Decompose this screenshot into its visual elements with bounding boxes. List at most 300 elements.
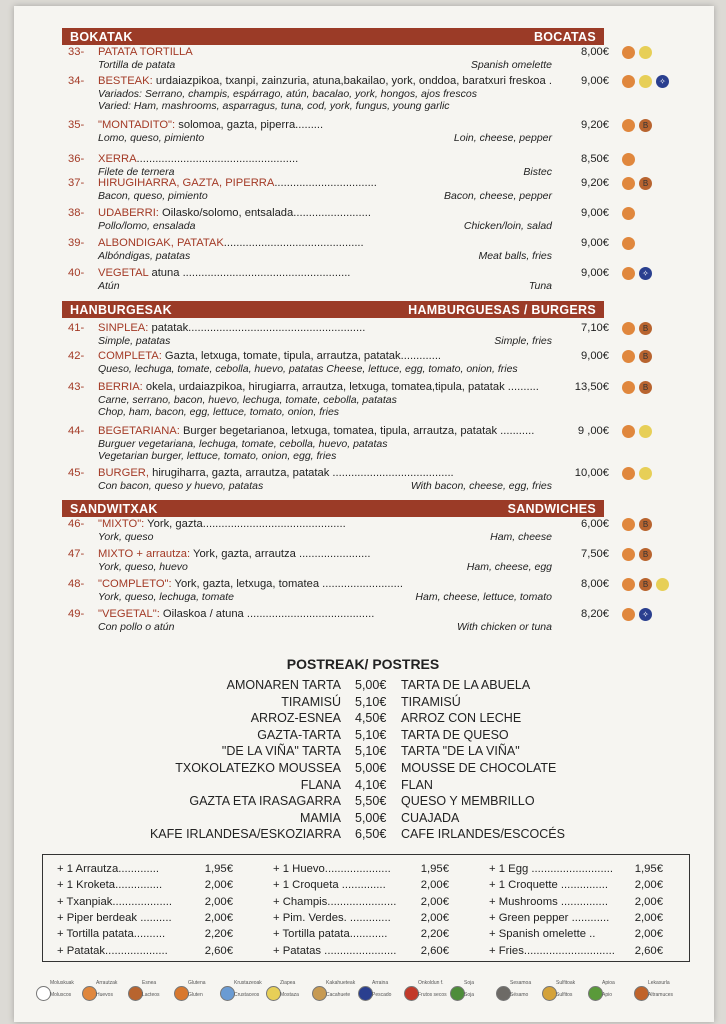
- item-number: 46-: [68, 518, 85, 530]
- legend-item: [128, 978, 176, 1004]
- item-translation: [68, 190, 688, 202]
- menu-item-line: [68, 118, 688, 132]
- postre-name-es: CUAJADA: [401, 810, 460, 825]
- legend-item: [174, 978, 222, 1004]
- egg-allergen-icon: [622, 425, 635, 438]
- legend-item: [312, 978, 360, 1004]
- item-english: With chicken or tuna: [456, 621, 552, 633]
- menu-item-line: [68, 466, 688, 480]
- extra-name: + Patatas .......................: [273, 944, 397, 957]
- menu-item-line: [68, 380, 688, 394]
- item-english: With bacon, cheese, egg, fries: [410, 480, 552, 492]
- extras-box: [42, 854, 690, 962]
- menu-item-line: [68, 266, 688, 280]
- item-translation-text: Con pollo o atún: [98, 621, 175, 633]
- item-name: BEGETARIANA:: [98, 425, 180, 437]
- item-english: Spanish omelette: [470, 59, 552, 71]
- mustard-allergen-icon: [656, 578, 669, 591]
- item-description: patatak.........................................................: [148, 322, 366, 334]
- item-translation-text: Con bacon, queso y huevo, patatas: [98, 480, 264, 492]
- item-description: Burger begetarianoa, letxuga, tomatea, tipula, arrautza, patatak ...........: [179, 425, 535, 437]
- item-price: 9,00€: [581, 350, 609, 362]
- postre-name-eu: "DE LA VIÑA" TARTA: [221, 744, 341, 759]
- postre-row: [0, 811, 726, 828]
- allergen-icons: [618, 152, 635, 166]
- egg-allergen-icon: [622, 578, 635, 591]
- menu-item: [68, 577, 688, 603]
- fish-allergen-icon: ✧: [656, 75, 669, 88]
- allergen-icons: [618, 380, 652, 394]
- item-name: VEGETAL: [98, 267, 149, 279]
- postre-price: 4,50€: [355, 711, 387, 726]
- menu-item-line: [68, 152, 688, 166]
- legend-label-eu: Ziapea: [280, 980, 296, 986]
- egg-allergen-icon: [622, 381, 635, 394]
- menu-item: [68, 206, 688, 232]
- extra-price: 2,60€: [420, 944, 449, 957]
- extra-row: [489, 910, 665, 927]
- menu-item-line: [68, 45, 688, 59]
- legend-label-es: Huevos: [96, 992, 113, 998]
- allergen-icons: [618, 577, 669, 591]
- postre-row: [0, 695, 726, 712]
- item-number: 38-: [68, 207, 85, 219]
- item-name: "MONTADITO":: [98, 119, 176, 131]
- menu-item: [68, 266, 688, 292]
- legend-label-es: Lacteos: [142, 992, 160, 998]
- postre-row: [0, 761, 726, 778]
- menu-item: [68, 517, 688, 543]
- postre-name-es: TIRAMISÚ: [401, 694, 461, 709]
- extra-name: + 1 Egg ..........................: [489, 863, 614, 875]
- postre-price: 5,00€: [355, 761, 387, 775]
- legend-allergen-icon: [312, 986, 327, 1001]
- item-english: Chicken/loin, salad: [463, 220, 552, 232]
- item-name: "COMPLETO":: [98, 578, 172, 590]
- item-price: 8,00€: [581, 578, 609, 590]
- mustard-allergen-icon: [639, 425, 652, 438]
- legend-item: [450, 978, 498, 1004]
- item-name: PATATA TORTILLA: [98, 46, 193, 58]
- postre-row: [0, 778, 726, 795]
- legend-label-es: Pescado: [372, 992, 392, 998]
- legend-label-eu: Krustazeoak: [234, 980, 262, 986]
- legend-label-es: Mostaza: [280, 992, 299, 998]
- extra-name: + 1 Kroketa...............: [57, 879, 163, 892]
- item-description: atuna ......................................................: [148, 267, 351, 279]
- item-translation-text: Variados: Serrano, champis, espárrago, atún, bacalao, york, hongos, ajos frescos: [98, 88, 477, 100]
- mustard-allergen-icon: [639, 467, 652, 480]
- item-translation: [68, 394, 688, 406]
- section-header-bokatak: [62, 28, 604, 45]
- legend-label-eu: Soja: [464, 980, 475, 986]
- extra-name: + 1 Croqueta ..............: [273, 879, 386, 892]
- legend-label-eu: Arrautzak: [96, 980, 118, 986]
- postres-title: POSTREAK/ POSTRES: [286, 656, 440, 672]
- item-name: ALBONDIGAK, PATATAK: [98, 237, 224, 249]
- item-english: Meat balls, fries: [478, 250, 552, 262]
- item-number: 37-: [68, 177, 85, 189]
- section-title-eu: SANDWITXAK: [70, 501, 158, 516]
- item-translation-text: Simple, patatas: [98, 335, 171, 347]
- fish-allergen-icon: ✧: [639, 267, 652, 280]
- item-price: 9,20€: [581, 177, 609, 189]
- legend-allergen-icon: [496, 986, 511, 1001]
- egg-allergen-icon: [622, 350, 635, 363]
- postre-price: 6,50€: [355, 827, 387, 842]
- item-translation-text: Queso, lechuga, tomate, cebolla, huevo, patatas Cheese, lettuce, egg, tomato, onion, fries: [98, 363, 518, 375]
- egg-allergen-icon: [622, 153, 635, 166]
- postre-name-es: MOUSSE DE CHOCOLATE: [401, 761, 557, 775]
- legend-label-eu: Arraina: [372, 980, 389, 986]
- item-name: "VEGETAL":: [98, 608, 160, 620]
- item-name: MIXTO + arrautza:: [98, 548, 191, 560]
- egg-allergen-icon: [622, 119, 635, 132]
- item-number: 39-: [68, 237, 85, 249]
- item-translation-text: Pollo/lomo, ensalada: [98, 220, 196, 232]
- item-description: York, gazta, letxuga, tomatea ..........................: [171, 578, 403, 590]
- item-name: BURGER,: [98, 467, 149, 479]
- legend-label-eu: Onkoldun f.: [418, 980, 444, 986]
- legend-allergen-icon: [82, 986, 97, 1001]
- egg-allergen-icon: [622, 177, 635, 190]
- item-english: Loin, cheese, pepper: [453, 132, 552, 144]
- legend-label-es: Altramuces: [648, 992, 674, 998]
- postre-name-eu: ARROZ-ESNEA: [250, 711, 341, 726]
- item-number: 45-: [68, 467, 85, 479]
- item-number: 35-: [68, 119, 85, 131]
- menu-item: [68, 424, 688, 462]
- extra-price: 1,95€: [634, 863, 663, 875]
- item-number: 33-: [68, 46, 85, 58]
- item-price: 7,10€: [581, 322, 609, 334]
- section-title-es: SANDWICHES: [507, 501, 596, 516]
- legend-label-es: Crustaceos: [234, 992, 260, 998]
- section-title-eu: HANBURGESAK: [70, 302, 172, 317]
- extra-row: [489, 877, 665, 894]
- item-translation-text: York, queso, huevo: [98, 561, 188, 573]
- legend-allergen-icon: [450, 986, 465, 1001]
- item-description: Gazta, letxuga, tomate, tipula, arrautza, patatak.............: [161, 350, 442, 362]
- dairy-allergen-icon: B: [639, 548, 652, 561]
- item-translation-text: Chop, ham, bacon, egg, lettuce, tomato, onion, fries: [98, 406, 340, 418]
- legend-label-es: Soja: [464, 992, 475, 998]
- item-translation-text: York, queso, lechuga, tomate: [98, 591, 235, 603]
- extra-price: 2,20€: [420, 928, 449, 941]
- item-number: 49-: [68, 608, 85, 620]
- item-price: 7,50€: [581, 548, 609, 560]
- item-price: 9,00€: [581, 75, 609, 87]
- extra-name: + Green pepper ............: [489, 911, 610, 924]
- item-translation-text: Tortilla de patata: [98, 59, 176, 71]
- postre-price: 5,00€: [355, 678, 387, 692]
- item-translation-text: York, queso: [98, 531, 154, 543]
- item-translation: [68, 88, 688, 100]
- item-price: 8,00€: [581, 46, 609, 58]
- item-description: York, gazta..............................................: [144, 518, 346, 530]
- legend-label-es: Frutos secos: [418, 992, 447, 998]
- extra-name: + Tortilla patata..........: [57, 928, 166, 941]
- item-description: hirugiharra, gazta, arrautza, patatak .......................................: [148, 467, 454, 479]
- item-translation: [68, 220, 688, 232]
- item-english: Ham, cheese, lettuce, tomato: [415, 591, 552, 603]
- allergen-icons: [618, 45, 652, 59]
- item-english: Bistec: [523, 166, 552, 178]
- dairy-allergen-icon: B: [639, 350, 652, 363]
- item-translation-text: Carne, serrano, bacon, huevo, lechuga, tomate, cebolla, patatas: [98, 394, 397, 406]
- extra-row: [57, 910, 235, 927]
- item-translation: [68, 450, 688, 462]
- item-description: okela, urdaiazpikoa, hirugiarra, arrautza, letxuga, tomatea,tipula, patatak ..........: [142, 381, 539, 393]
- menu-item: [68, 466, 688, 492]
- item-price: 8,50€: [581, 153, 609, 165]
- egg-allergen-icon: [622, 75, 635, 88]
- postre-name-es: ARROZ CON LECHE: [401, 711, 522, 726]
- item-name: "MIXTO":: [98, 518, 145, 530]
- allergen-icons: [618, 266, 652, 280]
- postre-row: [0, 827, 726, 844]
- extra-row: [273, 926, 451, 943]
- section-header-sandwitxak: [62, 500, 604, 517]
- extra-name: + 1 Huevo.....................: [273, 863, 391, 875]
- legend-allergen-icon: [404, 986, 419, 1001]
- allergen-icons: [618, 517, 652, 531]
- item-translation-text: Atún: [98, 280, 120, 292]
- menu-item-line: [68, 349, 688, 363]
- item-number: 41-: [68, 322, 85, 334]
- legend-label-eu: Moluskuak: [50, 980, 74, 986]
- item-description: ....................................................: [136, 153, 299, 165]
- item-price: 10,00€: [574, 467, 609, 479]
- extra-price: 1,95€: [420, 863, 449, 875]
- postre-name-eu: MAMIA: [300, 810, 341, 825]
- postre-row: [0, 794, 726, 811]
- legend-label-es: Sulfitos: [556, 992, 573, 998]
- postre-name-es: CAFE IRLANDES/ESCOCÉS: [401, 827, 565, 842]
- item-english: Simple, fries: [494, 335, 552, 347]
- extra-price: 2,60€: [204, 944, 233, 957]
- menu-item-line: [68, 577, 688, 591]
- item-price: 8,20€: [581, 608, 609, 620]
- dairy-allergen-icon: B: [639, 578, 652, 591]
- postre-price: 5,10€: [355, 744, 387, 759]
- egg-allergen-icon: [622, 322, 635, 335]
- allergen-icons: [618, 74, 669, 88]
- legend-label-es: Apio: [602, 992, 613, 998]
- extra-row: [57, 926, 235, 943]
- postre-name-eu: FLANA: [300, 777, 341, 792]
- item-name: BERRIA:: [98, 381, 143, 393]
- menu-item: [68, 176, 688, 202]
- item-translation-text: Lomo, queso, pimiento: [98, 132, 205, 144]
- menu-item-line: [68, 321, 688, 335]
- postre-name-eu: AMONAREN TARTA: [226, 678, 341, 692]
- egg-allergen-icon: [622, 518, 635, 531]
- item-english: Bacon, cheese, pepper: [444, 190, 552, 202]
- legend-item: [496, 978, 544, 1004]
- allergen-icons: [618, 206, 635, 220]
- postre-name-eu: KAFE IRLANDESA/ESKOZIARRA: [149, 827, 341, 842]
- item-description: solomoa, gazta, piperra.........: [175, 119, 324, 131]
- item-translation-text: Vegetarian burger, lettuce, tomato, onion, egg, fries: [98, 450, 337, 462]
- item-description: urdaiazpikoa, txanpi, zainzuria, atuna,bakailao, york, onddoa, baratxuri freskoa .: [152, 75, 552, 87]
- legend-label-es: Moluscos: [50, 992, 72, 998]
- section-title-eu: BOKATAK: [70, 29, 133, 44]
- item-english: Ham, cheese, egg: [466, 561, 552, 573]
- extra-price: 2,00€: [204, 911, 233, 924]
- item-translation: [68, 531, 688, 543]
- extra-row: [57, 943, 235, 960]
- legend-item: [220, 978, 268, 1004]
- egg-allergen-icon: [622, 548, 635, 561]
- legend-allergen-icon: [220, 986, 235, 1001]
- dairy-allergen-icon: B: [639, 518, 652, 531]
- item-translation-text: Albóndigas, patatas: [98, 250, 191, 262]
- postre-price: 5,10€: [355, 727, 387, 742]
- legend-label-eu: Glutena: [188, 980, 206, 986]
- item-translation: [68, 480, 688, 492]
- legend-label-eu: Apioa: [602, 980, 615, 986]
- item-number: 40-: [68, 267, 85, 279]
- extra-price: 2,20€: [204, 928, 233, 941]
- extra-name: + Piper berdeak ..........: [57, 911, 172, 924]
- extra-name: + Mushrooms ...............: [489, 895, 608, 908]
- extra-row: [273, 910, 451, 927]
- postre-price: 5,00€: [355, 810, 387, 825]
- extra-row: [489, 861, 665, 878]
- dairy-allergen-icon: B: [639, 322, 652, 335]
- item-description: York, gazta, arrautza .......................: [190, 548, 371, 560]
- postre-name-eu: GAZTA-TARTA: [257, 727, 341, 742]
- menu-item-line: [68, 547, 688, 561]
- extra-row: [489, 926, 665, 943]
- legend-label-eu: Sulfitoak: [556, 980, 576, 986]
- legend-allergen-icon: [542, 986, 557, 1001]
- item-number: 43-: [68, 381, 85, 393]
- extra-name: + Spanish omelette ..: [489, 928, 596, 941]
- dairy-allergen-icon: B: [639, 119, 652, 132]
- postre-name-es: TARTA DE QUESO: [401, 727, 509, 742]
- extra-row: [489, 894, 665, 911]
- egg-allergen-icon: [622, 467, 635, 480]
- postre-row: [0, 744, 726, 761]
- extra-price: 2,00€: [420, 895, 449, 908]
- menu-item: [68, 45, 688, 71]
- item-price: 9 ,00€: [577, 425, 609, 437]
- egg-allergen-icon: [622, 608, 635, 621]
- item-translation: [68, 406, 688, 418]
- legend-item: [588, 978, 636, 1004]
- legend-label-eu: Lekaxurla: [648, 980, 670, 986]
- postre-price: 4,10€: [355, 777, 387, 792]
- legend-label-es: Gluten: [188, 992, 203, 998]
- legend-label-es: Cacahuete: [326, 992, 351, 998]
- allergen-icons: [618, 118, 652, 132]
- legend-item: [634, 978, 682, 1004]
- menu-item: [68, 349, 688, 375]
- item-translation: [68, 335, 688, 347]
- allergen-icons: [618, 349, 652, 363]
- extra-name: + 1 Arrautza.............: [57, 863, 160, 875]
- menu-item-line: [68, 424, 688, 438]
- extra-name: + Txanpiak...................: [57, 895, 173, 908]
- menu-item-line: [68, 176, 688, 190]
- item-translation: [68, 438, 688, 450]
- extra-row: [273, 877, 451, 894]
- menu-item-line: [68, 236, 688, 250]
- legend-item: [404, 978, 452, 1004]
- item-english: Ham, cheese: [490, 531, 552, 543]
- menu-item: [68, 380, 688, 418]
- item-name: SINPLEA:: [98, 322, 149, 334]
- section-header-hanburgesak: [62, 301, 604, 318]
- menu-item-line: [68, 206, 688, 220]
- item-number: 34-: [68, 75, 85, 87]
- extra-name: + Patatak....................: [57, 944, 168, 957]
- legend-allergen-icon: [266, 986, 281, 1001]
- item-name: HIRUGIHARRA, GAZTA, PIPERRA: [98, 177, 275, 189]
- dairy-allergen-icon: B: [639, 381, 652, 394]
- legend-allergen-icon: [358, 986, 373, 1001]
- section-title-es: HAMBURGUESAS / BURGERS: [408, 302, 596, 317]
- legend-label-eu: Kakahueteak: [326, 980, 356, 986]
- item-price: 6,00€: [581, 518, 609, 530]
- item-description: Oilaskoa / atuna .........................................: [159, 608, 375, 620]
- extra-row: [489, 943, 665, 960]
- item-name: XERRA: [98, 153, 137, 165]
- item-number: 42-: [68, 350, 85, 362]
- legend-item: [358, 978, 406, 1004]
- legend-label-es: Sésamo: [510, 992, 529, 998]
- item-translation: [68, 100, 688, 112]
- item-translation: [68, 621, 688, 633]
- extra-row: [57, 877, 235, 894]
- item-price: 9,00€: [581, 207, 609, 219]
- menu-item: [68, 118, 688, 144]
- extra-price: 2,00€: [634, 911, 663, 924]
- mustard-allergen-icon: [639, 46, 652, 59]
- item-description: Oilasko/solomo, entsalada.........................: [158, 207, 371, 219]
- postre-name-es: QUESO Y MEMBRILLO: [401, 794, 535, 809]
- extra-name: + Pim. Verdes. .............: [273, 911, 391, 924]
- item-price: 9,00€: [581, 267, 609, 279]
- item-number: 48-: [68, 578, 85, 590]
- item-translation: [68, 363, 688, 375]
- allergen-icons: [618, 466, 652, 480]
- item-translation: [68, 59, 688, 71]
- item-translation: [68, 280, 688, 292]
- item-price: 9,20€: [581, 119, 609, 131]
- extra-row: [273, 894, 451, 911]
- extra-price: 2,00€: [634, 879, 663, 892]
- item-description: .................................: [274, 177, 377, 189]
- extra-row: [273, 943, 451, 960]
- allergen-icons: [618, 176, 652, 190]
- item-translation: [68, 132, 688, 144]
- item-number: 47-: [68, 548, 85, 560]
- legend-item: [36, 978, 84, 1004]
- legend-item: [266, 978, 314, 1004]
- fish-allergen-icon: ✧: [639, 608, 652, 621]
- postre-price: 5,50€: [355, 794, 387, 809]
- postre-name-eu: TIRAMISÚ: [281, 694, 341, 709]
- egg-allergen-icon: [622, 207, 635, 220]
- mustard-allergen-icon: [639, 75, 652, 88]
- item-english: Tuna: [528, 280, 552, 292]
- extra-row: [57, 894, 235, 911]
- egg-allergen-icon: [622, 237, 635, 250]
- extra-price: 2,00€: [634, 895, 663, 908]
